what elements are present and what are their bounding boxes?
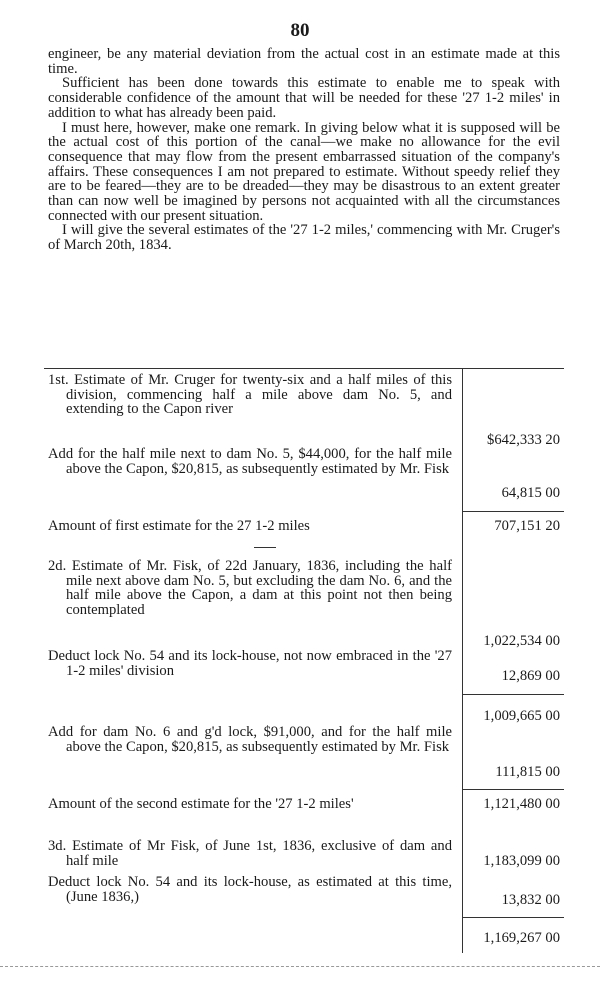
- table-amount: 1,009,665 00: [483, 708, 560, 724]
- table-entry: Deduct lock No. 54 and its lock-house, as estimated at this time, (June 1836,): [48, 874, 452, 905]
- sum-rule: [462, 789, 564, 790]
- scan-edge: [0, 966, 600, 967]
- table-amount: 64,815 00: [501, 485, 560, 501]
- table-entry: 2d. Estimate of Mr. Fisk, of 22d January, 1836, including the half mile next above dam No. 5, but excluding the dam No. 6, and the half mile above the Capon, a dam at this point not then being contemplated: [48, 558, 452, 619]
- table-entry: Deduct lock No. 54 and its lock-house, not now embraced in the '27 1-2 miles' division: [48, 648, 452, 679]
- table-amount: 111,815 00: [495, 764, 560, 780]
- page-number: 80: [290, 20, 310, 41]
- paragraph: I will give the several estimates of the '27 1-2 miles,' commencing with Mr. Cruger's of March 20th, 1834.: [48, 222, 560, 254]
- table-amount: 707,151 20: [494, 518, 560, 534]
- table-amount: 1,169,267 00: [483, 930, 560, 946]
- table-amount: 12,869 00: [501, 668, 560, 684]
- sum-rule: [462, 917, 564, 918]
- table-amount: 1,022,534 00: [483, 633, 560, 649]
- paragraph: I must here, however, make one remark. In giving below what it is supposed will be the actual cost of this portion of the canal—we make no allowance for the evil consequence that may flow from the present embarrassed situation of the company's affairs. These consequences I am not prepared to estimate. Without speedy relief they are to be feared—they are to be dreaded—they may be disastrous to an extent greater than can now well be imagined by persons not acquainted with all the circumstances connected with our present situation.: [48, 119, 560, 224]
- estimates-table: [44, 368, 564, 953]
- sum-rule: [462, 511, 564, 512]
- section-dash: [254, 547, 276, 548]
- table-amount: 1,121,480 00: [483, 796, 560, 812]
- table-amount: 1,183,099 00: [483, 853, 560, 869]
- table-amount: $642,333 20: [487, 432, 560, 448]
- body-text: [48, 47, 560, 253]
- table-amount: 13,832 00: [501, 892, 560, 908]
- sum-rule: [462, 694, 564, 695]
- paragraph: engineer, be any material deviation from the actual cost in an estimate made at this time.: [48, 46, 560, 77]
- table-entry: 1st. Estimate of Mr. Cruger for twenty-six and a half miles of this division, commencing half a mile above dam No. 5, and extending to the Capon river: [48, 372, 452, 418]
- table-entry: Amount of the second estimate for the '27 1-2 miles': [48, 796, 354, 812]
- table-entry: 3d. Estimate of Mr Fisk, of June 1st, 1836, exclusive of dam and half mile: [48, 838, 452, 869]
- table-entry: Add for dam No. 6 and g'd lock, $91,000, and for the half mile above the Capon, $20,815, as subsequently estimated by Mr. Fisk: [48, 724, 452, 755]
- paragraph: Sufficient has been done towards this estimate to enable me to speak with considerable confidence of the amount that will be needed for these '27 1-2 miles' in addition to what has already been paid.: [48, 75, 560, 121]
- table-entry: Amount of first estimate for the 27 1-2 miles: [48, 518, 310, 534]
- table-entry: Add for the half mile next to dam No. 5, $44,000, for the half mile above the Capon, $20,815, as subsequently estimated by Mr. Fisk: [48, 446, 452, 477]
